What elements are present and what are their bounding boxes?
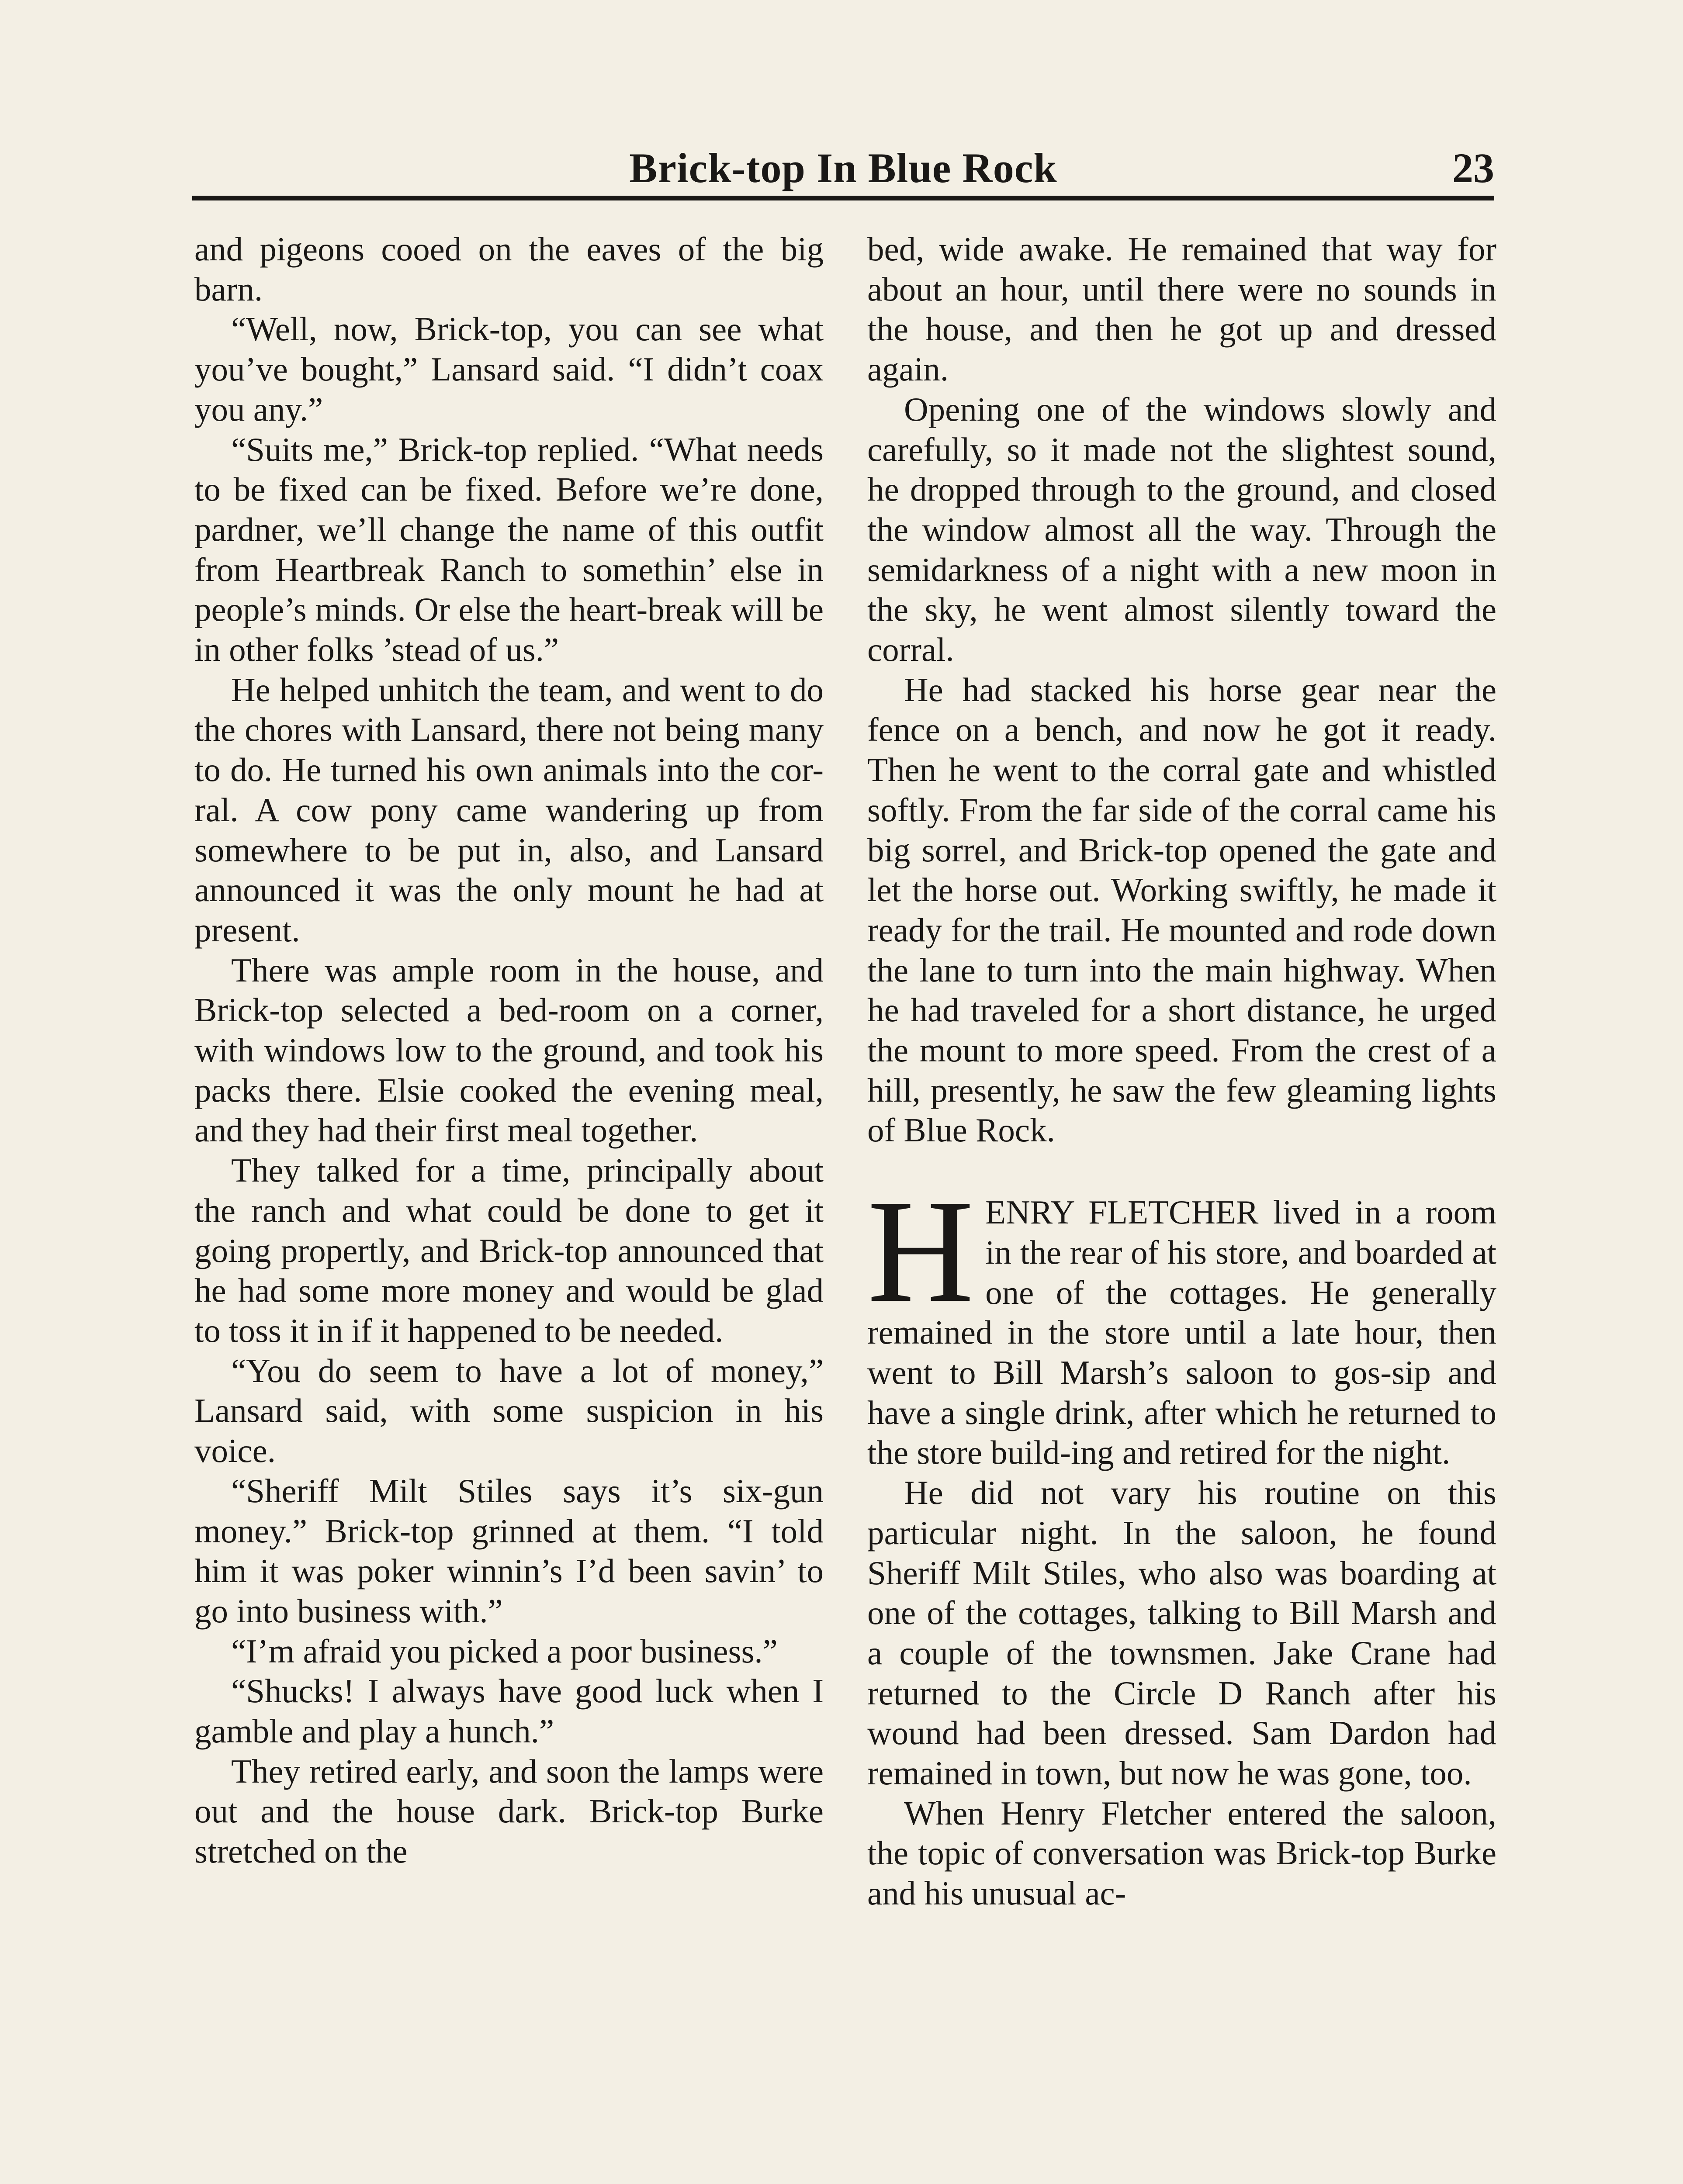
section-opening-paragraph (867, 1170, 1496, 1473)
paragraph: He had stacked his horse gear near the fence on a bench, and now he got it ready. Then he went to the corral gate and whistled softly. From the far side of the corral came his big sorrel, and Brick-top opened the gate and let the horse out. Working swiftly, he made it ready for the trail. He mounted and rode down the lane to turn into the main highway. When he had traveled for a short distance, he urged the mount to more speed. From the crest of a hill, presently, he saw the few gleaming lights of Blue Rock. (867, 670, 1496, 1149)
paragraph: “Sheriff Milt Stiles says it’s six-gun money.” Brick-top grinned at them. “I told him it was poker winnin’s I’d been savin’ to go into business with.” (194, 1472, 824, 1630)
paragraph: bed, wide awake. He remained that way for about an hour, until there were no sounds in the house, and then he got up and dressed again. (867, 230, 1496, 388)
opening-text: lived in a room in the rear of his store, and boarded at one of the cottages. He generally remained in the store until a late hour, then went to Bill Marsh’s saloon to gos-sip and have a single drink, after which he returned to the store build-ing and retired for the night. (867, 1193, 1496, 1472)
right-column (867, 229, 1496, 1914)
page-number: 23 (1452, 145, 1494, 191)
paragraph: He helped unhitch the team, and went to do the chores with Lansard, there not being many to do. He turned his own animals into the cor-ral. A cow pony came wandering up from somewhere to be put in, also, and Lansard announced it was the only mount he had at present. (194, 670, 824, 949)
running-header (192, 140, 1494, 197)
paragraph: Opening one of the windows slowly and carefully, so it made not the slightest sound, he dropped through to the ground, and closed the window almost all the way. Through the semidarkness of a night with a new moon in the sky, he went almost silently toward the corral. (867, 390, 1496, 669)
paragraph: They retired early, and soon the lamps were out and the house dark. Brick-top Burke stretched on the (194, 1752, 824, 1870)
lead-caps: ENRY FLETCHER (985, 1193, 1259, 1231)
paragraph: They talked for a time, principally about the ranch and what could be done to get it going propertly, and Brick-top announced that he had some more money and would be glad to toss it in if it happened to be needed. (194, 1151, 824, 1349)
paragraph: When Henry Fletcher entered the saloon, the topic of conversation was Brick-top Burke and his unusual ac- (867, 1794, 1496, 1912)
running-title: Brick-top In Blue Rock (629, 145, 1057, 191)
paragraph: and pigeons cooed on the eaves of the big barn. (194, 230, 824, 308)
paragraph: “You do seem to have a lot of money,” Lansard said, with some suspicion in his voice. (194, 1351, 824, 1470)
paragraph: There was ample room in the house, and Brick-top selected a bed-room on a corner, with windows low to the ground, and took his packs there. Elsie cooked the evening meal, and they had their first meal together. (194, 951, 824, 1149)
header-rule (192, 196, 1494, 200)
paragraph: “Suits me,” Brick-top replied. “What needs to be fixed can be fixed. Before we’re done, pardner, we’ll change the name of this outfit from Heartbreak Ranch to somethin’ else in people’s minds. Or else the heart-break will be in other folks ’stead of us.” (194, 430, 824, 669)
paragraph: “Well, now, Brick-top, you can see what you’ve bought,” Lansard said. “I didn’t coax you any.” (194, 310, 824, 428)
paragraph: “Shucks! I always have good luck when I gamble and play a hunch.” (194, 1672, 824, 1750)
left-column (194, 229, 824, 1872)
paragraph: He did not vary his routine on this particular night. In the saloon, he found Sheriff Milt Stiles, who also was boarding at one of the cottages, talking to Bill Marsh and a couple of the townsmen. Jake Crane had returned to the Circle D Ranch after his wound had been dressed. Sam Dardon had remained in town, but now he was gone, too. (867, 1474, 1496, 1792)
paragraph: “I’m afraid you picked a poor business.” (231, 1632, 778, 1670)
drop-cap: H (867, 1170, 974, 1334)
